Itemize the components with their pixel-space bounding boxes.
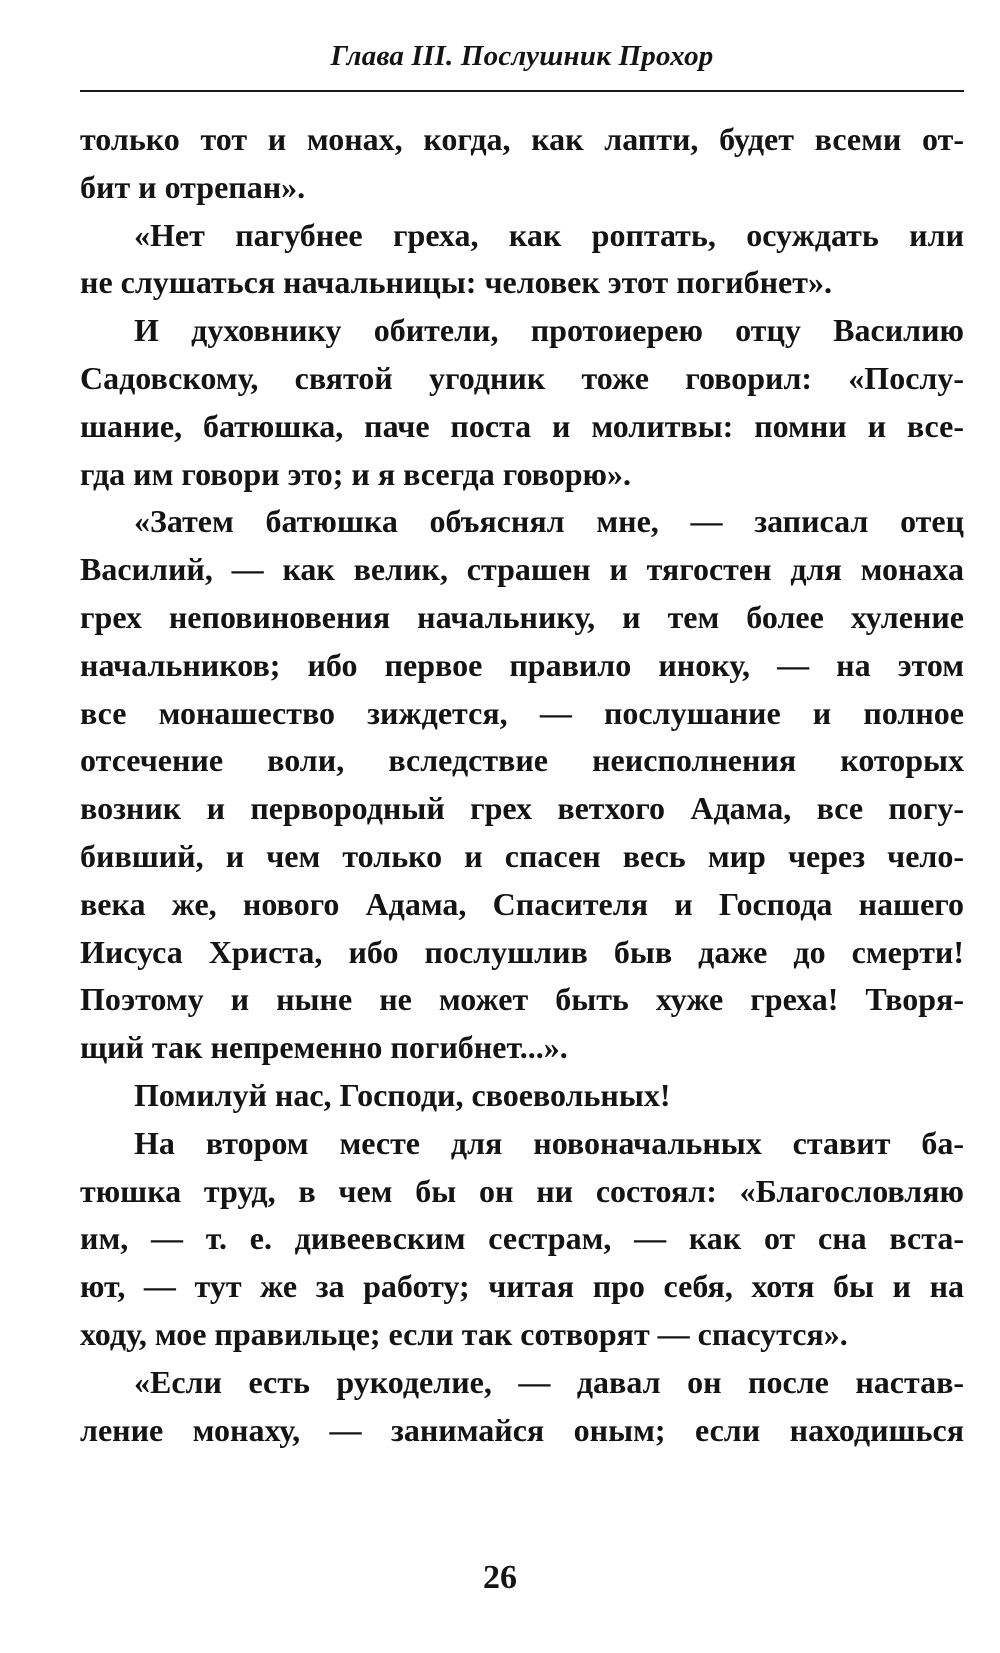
text-line: шание, батюшка, паче поста и молитвы: помни и все- [80,407,964,444]
text-line: На втором месте для новоначальных ставит ба- [134,1124,964,1161]
text-line: гда им говори это; и я всегда говорю». [80,455,631,492]
text-line: Иисуса Христа, ибо послушлив быв даже до смерти! [80,933,964,970]
text-line: ление монаху, — занимайся оным; если находишься [80,1411,964,1448]
text-line: отсечение воли, вследствие неисполнения которых [80,742,964,779]
text-line: грех неповиновения начальнику, и тем более хуление [80,598,964,635]
text-line: Помилуй нас, Господи, своевольных! [134,1076,671,1113]
text-line: И духовнику обители, протоиерею отцу Василию [134,312,964,349]
text-line: «Затем батюшка объяснял мне, — записал отец [134,503,964,540]
text-line: только тот и монах, когда, как лапти, будет всеми от- [80,121,964,157]
page-number: 26 [483,1559,517,1596]
text-line: «Нет пагубнее греха, как роптать, осуждать или [134,216,964,253]
text-line: тюшка труд, в чем бы он ни состоял: «Благословляю [80,1172,964,1209]
text-line: бит и отрепан». [80,168,306,205]
text-line: не слушаться начальницы: человек этот погибнет». [80,264,832,301]
text-line: все монашество зиждется, — послушание и полное [80,694,964,731]
text-line: Василий, — как велик, страшен и тягостен для монаха [80,551,964,588]
text-line: ют, — тут же за работу; читая про себя, хотя бы и на [80,1268,964,1305]
text-line: века же, нового Адама, Спасителя и Господа нашего [80,885,964,922]
text-line: возник и первородный грех ветхого Адама, все погу- [80,790,964,827]
text-line: им, — т. е. дивеевским сестрам, — как от сна вста- [80,1220,964,1257]
text-line: бивший, и чем только и спасен весь мир через чело- [80,837,964,874]
text-line: щий так непременно погибнет...». [80,1029,568,1066]
text-line: начальников; ибо первое правило иноку, — на этом [80,646,964,683]
text-line: ходу, мое правильце; если так сотворят — спасутся». [80,1315,848,1352]
running-head: Глава III. Послушник Прохор [330,40,714,72]
body-text [80,116,964,1454]
header-rule [80,90,964,92]
text-line: Садовскому, святой угодник тоже говорил: «Послу- [80,359,964,396]
text-line: Поэтому и ныне не может быть хуже греха! Творя- [80,981,964,1018]
text-line: «Если есть рукоделие, — давал он после настав- [134,1363,964,1400]
